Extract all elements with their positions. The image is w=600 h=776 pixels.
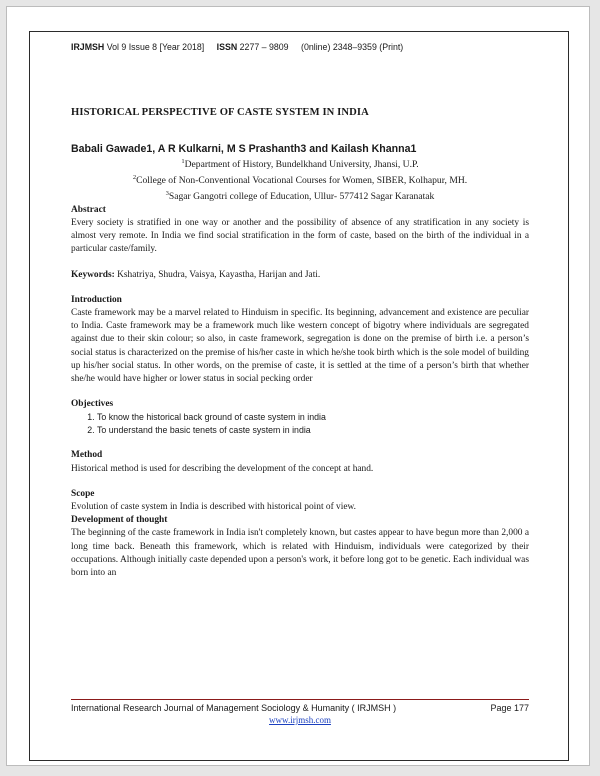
paper-title: HISTORICAL PERSPECTIVE OF CASTE SYSTEM IN INDIA — [71, 107, 369, 118]
method-heading: Method — [71, 450, 103, 461]
affiliation-2: $^2$College of Non-Conventional Vocational Courses for Women, SIBER, Kolhapur, MH. — [132, 174, 468, 187]
page-content — [71, 41, 529, 580]
page-number: Page 177 — [490, 703, 529, 713]
affiliation-1: $^1$Department of History, Bundelkhand University, Jhansi, U.P. — [181, 158, 419, 171]
objectives-heading: Objectives — [71, 399, 114, 410]
footer-journal: International Research Journal of Management Sociology & Humanity ( IRJMSH ) — [71, 703, 397, 713]
list-item: 1. To know the historical back ground of caste system in india — [97, 411, 529, 424]
development-text: The beginning of the caste framework in India isn't completely known, but castes appear to have begun more than 2,000 a long time back. Beneath this framework, which is related with Hinduism, individuals were categorized by their occupations. Although initially caste depended upon a person's work, it before long got to be genetic. Each individual was born into an — [71, 528, 529, 579]
scope-text: Evolution of caste system in India is described with historical point of view. — [71, 502, 357, 512]
introduction-heading: Introduction — [71, 294, 122, 305]
scope-heading: Scope — [71, 488, 95, 499]
method-text: Historical method is used for describing the development of the concept at hand. — [71, 463, 374, 474]
running-footer — [71, 699, 529, 726]
abstract-text: Every society is stratified in one way or another and the possibility of absence of any stratification in any society is almost very remote. In India we find social stratification in the form of caste, based on the birth of the individual in a particular caste/family. — [71, 217, 529, 255]
keywords — [71, 269, 529, 282]
objectives-list — [71, 411, 529, 437]
journal-website-link[interactable]: www.irjmsh.com — [269, 715, 331, 725]
header-journal: IRJMSH — [71, 42, 105, 52]
header-issn-online: 2277 – 9809 — [239, 42, 289, 52]
header-issue: Vol 9 Issue 8 [Year 2018] — [106, 42, 205, 52]
author-list: Babali Gawade1, A R Kulkarni, M S Prashanth3 and Kailash Khanna1 — [71, 143, 417, 156]
introduction-text: Caste framework may be a marvel related to Hinduism in specific. Its beginning, advancement and existence are peculiar to India. Caste framework may be a framework much like western concept of bigotry where individuals are segregated against due to their skin colour; so also, in caste framework, segregation is done on the premise of birth i.e. a person’s social status is characterized on the premise of his/her caste in which he/she took birth which is the sole model of building up his/her social status. In other words, on the premise of caste, it is settled at the time of a person’s birth that whether she/he would have higher or lower status in social pecking order — [71, 307, 529, 384]
running-header — [71, 41, 529, 53]
document-page — [6, 6, 590, 766]
keywords-text: Kshatriya, Shudra, Vaisya, Kayastha, Harijan and Jati. — [117, 269, 321, 280]
keywords-label: Keywords: — [71, 269, 115, 280]
affiliation-3: $^3$Sagar Gangotri college of Education, Ullur- 577412 Sagar Karanatak — [165, 189, 435, 203]
header-issn-label: ISSN — [216, 42, 238, 52]
list-item: 2. To understand the basic tenets of caste system in india — [97, 424, 529, 437]
abstract-heading: Abstract — [71, 204, 106, 215]
development-heading: Development of thought — [71, 515, 168, 526]
header-issn-print: (0nline) 2348–9359 (Print) — [301, 42, 404, 52]
